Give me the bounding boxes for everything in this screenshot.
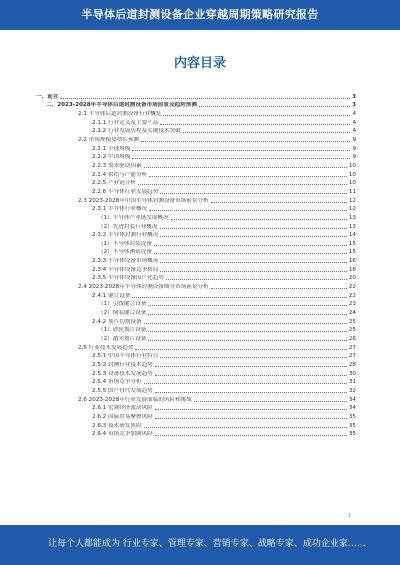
toc-entry-page: 28 <box>348 362 356 368</box>
toc-entry-page: 11 <box>348 188 356 195</box>
toc-entry[interactable] <box>36 118 356 127</box>
toc-entry-label: 2.1.1 行业定义及主要产品 <box>92 119 159 126</box>
toc-entry-page: 35 <box>348 431 356 438</box>
toc-entry[interactable] <box>36 412 356 421</box>
toc-entry-label: 2.2.3 需求驱动因素 <box>92 162 142 169</box>
toc-entry-page: 35 <box>348 422 356 429</box>
toc-entry-page: 12 <box>348 197 356 204</box>
toc-leader-dots <box>135 349 346 350</box>
toc-entry-page: 16 <box>348 258 356 265</box>
toc-entry[interactable] <box>36 239 356 248</box>
toc-entry-label: 2.2 市场规模及增长预测 <box>78 136 140 143</box>
toc-leader-dots <box>155 392 347 393</box>
toc-entry-label: 2.2.4 供给与产能分析 <box>92 171 148 178</box>
toc-leader-dots <box>160 271 347 272</box>
toc-leader-dots <box>160 357 347 358</box>
toc-entry-page: 15 <box>348 240 356 247</box>
toc-entry-page: 26 <box>348 336 356 343</box>
toc-entry[interactable] <box>36 170 356 179</box>
toc-entry[interactable] <box>36 153 356 162</box>
toc-leader-dots <box>132 158 350 159</box>
toc-leader-dots <box>144 427 347 428</box>
toc-entry-label: 2.6.1 宏观经济波动风险 <box>92 405 153 412</box>
toc-leader-dots <box>148 314 347 315</box>
toc-leader-dots <box>138 184 347 185</box>
toc-leader-dots <box>211 202 347 203</box>
toc-leader-dots <box>132 150 350 151</box>
toc-entry-page: 25 <box>348 327 356 334</box>
toc-entry[interactable] <box>36 196 356 205</box>
toc-entry-page: 20 <box>348 275 356 282</box>
toc-entry[interactable] <box>36 421 356 430</box>
toc-entry-label: （2）激光划片设备 <box>98 336 147 343</box>
toc-entry[interactable] <box>36 386 356 395</box>
toc-entry-page: 23 <box>348 301 356 308</box>
toc-entry[interactable] <box>36 369 356 378</box>
toc-entry-label: 2.3.3 半导体设备市场概况 <box>92 258 159 265</box>
toc-entry-page: 12 <box>348 206 356 213</box>
toc-entry[interactable] <box>36 334 356 343</box>
toc-leader-dots <box>199 106 350 107</box>
toc-leader-dots <box>183 132 351 133</box>
toc-leader-dots <box>163 115 350 116</box>
footer-bar <box>0 525 400 565</box>
toc-entry-label: 2.3 2023-2028年中国半导体封测设备市场前景分析 <box>78 197 209 204</box>
toc-entry-page: 4 <box>352 128 356 135</box>
toc-entry-page: 34 <box>348 405 356 412</box>
toc-leader-dots <box>148 340 347 341</box>
toc-entry-label: 2.5.3 设备技术发展趋势 <box>92 370 153 377</box>
toc-entry-label: 2.5.1 中国半导体行业特点 <box>92 353 159 360</box>
toc-entry-page: 9 <box>352 145 356 152</box>
toc-entry[interactable] <box>36 205 356 214</box>
toc-leader-dots <box>144 167 347 168</box>
toc-entry-label: 2.1.2 行业发展历程及关键技术突破 <box>92 128 181 135</box>
toc-leader-dots <box>160 236 347 237</box>
toc-entry-label: 2.3.4 半导体设备竞争格局 <box>92 266 159 273</box>
toc-entry-label: 2.2.6 半导体行业发展趋势 <box>92 188 159 195</box>
toc-leader-dots <box>166 279 347 280</box>
toc-entry-page: 9 <box>352 136 356 143</box>
toc-leader-dots <box>148 331 347 332</box>
toc-entry-label: 2.3.2 半导体封测行业概况 <box>92 232 159 239</box>
toc-entry-page: 34 <box>348 396 356 403</box>
toc-entry[interactable] <box>36 101 356 110</box>
toc-entry-page: 25 <box>348 318 356 325</box>
toc-entry[interactable] <box>36 92 356 101</box>
toc-entry[interactable] <box>36 222 356 231</box>
table-of-contents <box>36 92 356 438</box>
toc-entry[interactable] <box>36 179 356 188</box>
toc-entry-label: 一、前言 <box>36 93 59 100</box>
toc-entry-label: 2.5.4 市场竞争分析 <box>92 379 142 386</box>
toc-entry-label: 2.4 2023-2028年半导体封测设备细分市场前景分析 <box>78 284 209 291</box>
toc-entry[interactable] <box>36 317 356 326</box>
toc-entry-label: 2.3.1 半导体行业概况 <box>92 206 148 213</box>
toc-leader-dots <box>141 141 350 142</box>
toc-entry-label: 2.5.5 国产替代发展趋势 <box>92 387 153 394</box>
toc-entry-page: 10 <box>348 162 356 169</box>
toc-leader-dots <box>155 375 347 376</box>
toc-entry[interactable] <box>36 109 356 118</box>
toc-entry[interactable] <box>36 135 356 144</box>
toc-entry[interactable] <box>36 256 356 265</box>
toc-entry-page: 14 <box>348 232 356 239</box>
toc-leader-dots <box>132 297 346 298</box>
toc-leader-dots <box>160 228 347 229</box>
toc-entry-page: 15 <box>348 249 356 256</box>
toc-entry[interactable] <box>36 395 356 404</box>
toc-entry-page: 27 <box>348 353 356 360</box>
toc-entry-page: 27 <box>348 344 356 351</box>
toc-entry-page: 35 <box>348 413 356 420</box>
toc-entry-page: 13 <box>348 223 356 230</box>
toc-entry-label: 2.6.4 市场竞争加剧风险 <box>92 431 153 438</box>
toc-entry[interactable] <box>36 231 356 240</box>
footer-slogan: 让每个人都能成为 行业专家、管理专家、营销专家、战略专家、成功企业家…… <box>48 539 366 549</box>
toc-entry[interactable] <box>36 291 356 300</box>
toc-entry-label: 2.3.5 半导体设备国产化趋势 <box>92 275 164 282</box>
toc-entry[interactable] <box>36 300 356 309</box>
toc-entry[interactable] <box>36 378 356 387</box>
page-number: 1 <box>348 513 352 519</box>
toc-leader-dots <box>144 323 347 324</box>
toc-entry[interactable] <box>36 308 356 317</box>
report-title: 半导体后道封测设备企业穿越周期策略研究报告 <box>81 8 319 21</box>
toc-leader-dots <box>149 210 347 211</box>
toc-entry-page: 4 <box>352 110 356 117</box>
toc-entry-page: 32 <box>348 387 356 394</box>
toc-entry-page: 30 <box>348 370 356 377</box>
toc-entry-page: 22 <box>348 292 356 299</box>
toc-entry[interactable] <box>36 161 356 170</box>
toc-entry-label: 2.4.2 划片切割设备 <box>92 318 142 325</box>
toc-entry-label: 2.6 2023-2028年行业发展面临的风险和挑战 <box>78 396 192 403</box>
toc-entry-label: （1）引线键合设备 <box>98 301 147 308</box>
toc-entry-label: 2.5.2 封测行业技术趋势 <box>92 362 153 368</box>
toc-entry-label: 2.6.2 国际贸易摩擦风险 <box>92 413 153 420</box>
toc-leader-dots <box>211 288 347 289</box>
toc-entry[interactable] <box>36 213 356 222</box>
toc-leader-dots <box>148 305 347 306</box>
toc-leader-dots <box>149 176 347 177</box>
toc-entry-page: 9 <box>352 154 356 161</box>
toc-leader-dots <box>194 401 347 402</box>
toc-entry-label: 2.4.1 键合设备 <box>92 292 131 299</box>
toc-entry[interactable] <box>36 248 356 257</box>
toc-entry[interactable] <box>36 282 356 291</box>
toc-entry-label: 二、2023-2028年半导体后道封测设备市场前景及趋势预测 <box>46 102 197 109</box>
toc-entry-page: 24 <box>348 310 356 317</box>
toc-leader-dots <box>155 409 347 410</box>
toc-entry-label: 2.6.3 技术研发风险 <box>92 422 142 429</box>
toc-entry-label: （2）半导体测试设备 <box>98 249 152 256</box>
toc-entry-label: 2.2.2 中国规模 <box>92 154 131 161</box>
toc-entry[interactable] <box>36 404 356 413</box>
toc-entry[interactable] <box>36 343 356 352</box>
toc-entry-page: 22 <box>348 284 356 291</box>
toc-leader-dots <box>160 262 347 263</box>
toc-entry-label: （1）半导体封装设备 <box>98 240 152 247</box>
toc-entry[interactable] <box>36 274 356 283</box>
toc-entry-label: 2.5 行业技术发展趋势 <box>78 344 134 351</box>
toc-leader-dots <box>155 418 347 419</box>
toc-heading: 内容目录 <box>173 56 226 71</box>
header-bar <box>0 0 400 30</box>
toc-leader-dots <box>160 124 350 125</box>
toc-leader-dots <box>155 435 347 436</box>
toc-entry[interactable] <box>36 352 356 361</box>
toc-entry-page: 3 <box>352 102 356 109</box>
toc-leader-dots <box>144 383 347 384</box>
toc-leader-dots <box>154 253 347 254</box>
toc-leader-dots <box>171 219 347 220</box>
toc-entry-page: 10 <box>348 171 356 178</box>
toc-entry-page: 13 <box>348 214 356 221</box>
toc-leader-dots <box>154 245 347 246</box>
toc-entry[interactable] <box>36 187 356 196</box>
toc-entry[interactable] <box>36 430 356 439</box>
toc-entry-label: （2）倒装键合设备 <box>98 310 147 317</box>
toc-entry-label: （1）砂轮划片设备 <box>98 327 147 334</box>
toc-entry[interactable] <box>36 144 356 153</box>
toc-entry[interactable] <box>36 326 356 335</box>
toc-entry-page: 3 <box>352 93 356 100</box>
toc-entry[interactable] <box>36 265 356 274</box>
toc-leader-dots <box>155 366 347 367</box>
toc-entry-page: 10 <box>348 180 356 187</box>
toc-entry[interactable] <box>36 127 356 136</box>
toc-entry-label: 2.2.5 产业链分析 <box>92 180 136 187</box>
toc-entry[interactable] <box>36 360 356 369</box>
toc-entry-label: （1）半导体产业链发展概况 <box>98 214 169 221</box>
toc-leader-dots <box>160 193 347 194</box>
toc-entry-page: 31 <box>348 379 356 386</box>
toc-leader-dots <box>60 98 350 99</box>
toc-entry-label: 2.1 半导体后道封测设备行业概览 <box>78 110 162 117</box>
toc-entry-label: （2）先进封装行业概况 <box>98 223 158 230</box>
toc-entry-page: 18 <box>348 266 356 273</box>
toc-entry-page: 4 <box>352 119 356 126</box>
toc-entry-label: 2.2.1 全球规模 <box>92 145 131 152</box>
